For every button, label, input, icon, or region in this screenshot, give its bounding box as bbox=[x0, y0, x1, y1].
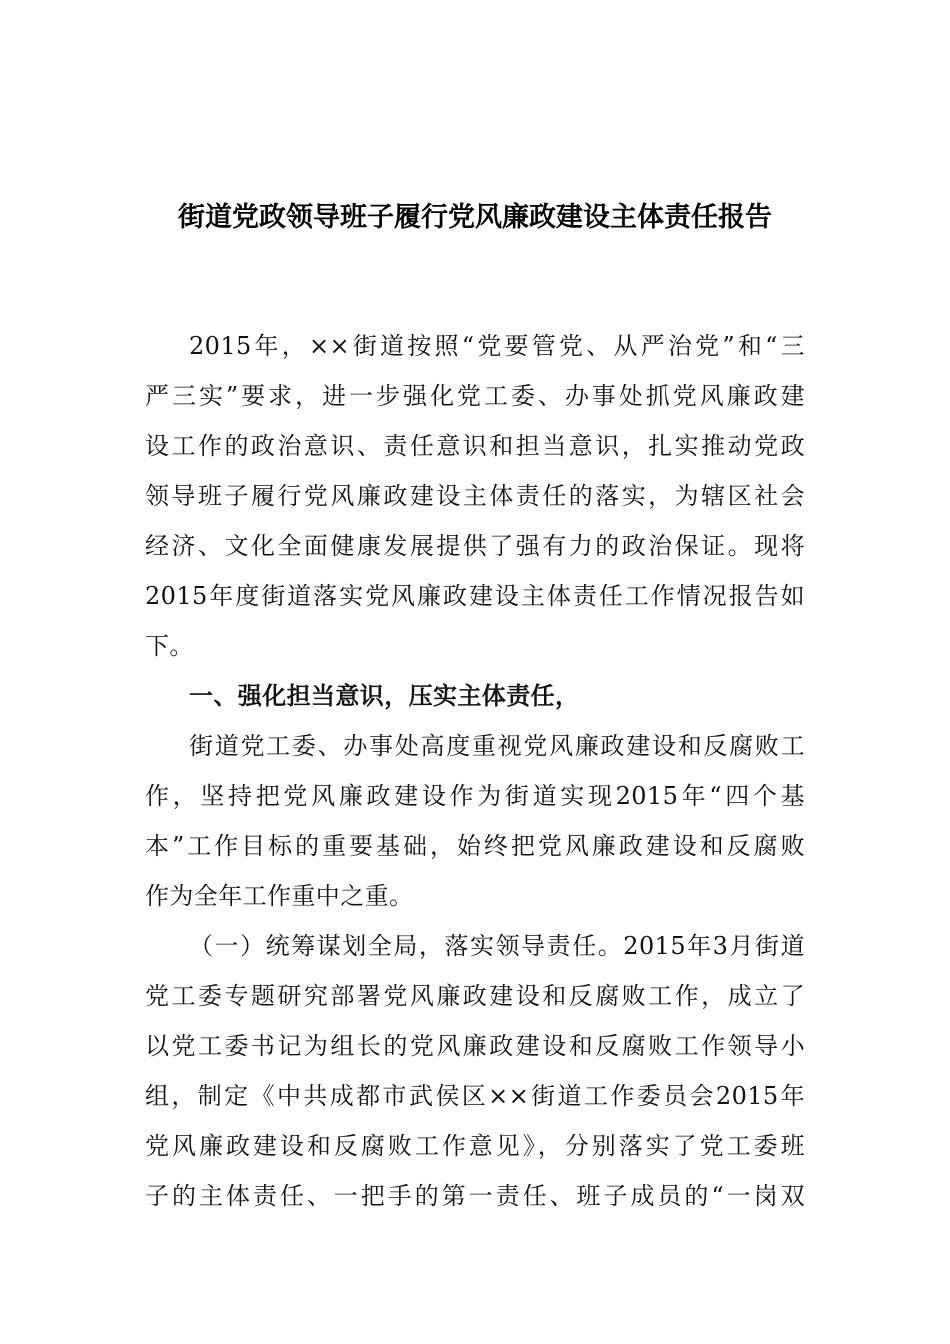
body-line: 严三实”要求，进一步强化党工委、办事处抓党风廉政建 bbox=[145, 382, 805, 410]
body-line: 组，制定《中共成都市武侯区××街道工作委员会2015年 bbox=[145, 1082, 805, 1110]
section-heading: 一、强化担当意识，压实主体责任， bbox=[189, 682, 580, 710]
body-line: 党风廉政建设和反腐败工作意见》，分别落实了党工委班 bbox=[145, 1132, 805, 1160]
body-line: 作为全年工作重中之重。 bbox=[145, 882, 414, 910]
body-line: 经济、文化全面健康发展提供了强有力的政治保证。现将 bbox=[145, 532, 805, 560]
body-line: 作，坚持把党风廉政建设作为街道实现2015年“四个基 bbox=[145, 782, 805, 810]
document-title: 街道党政领导班子履行党风廉政建设主体责任报告 bbox=[178, 202, 772, 233]
body-line: 以党工委书记为组长的党风廉政建设和反腐败工作领导小 bbox=[145, 1032, 805, 1060]
body-line: 下。 bbox=[145, 632, 194, 660]
body-line: （一）统筹谋划全局，落实领导责任。2015年3月街道 bbox=[189, 932, 805, 960]
body-line: 2015年，××街道按照“党要管党、从严治党”和“三 bbox=[189, 332, 805, 360]
body-line: 设工作的政治意识、责任意识和担当意识，扎实推动党政 bbox=[145, 432, 805, 460]
body-line: 领导班子履行党风廉政建设主体责任的落实，为辖区社会 bbox=[145, 482, 805, 510]
body-line: 街道党工委、办事处高度重视党风廉政建设和反腐败工 bbox=[189, 732, 805, 760]
body-line: 子的主体责任、一把手的第一责任、班子成员的“一岗双 bbox=[145, 1182, 805, 1210]
body-line: 2015年度街道落实党风廉政建设主体责任工作情况报告如 bbox=[145, 582, 805, 610]
body-line: 本”工作目标的重要基础，始终把党风廉政建设和反腐败 bbox=[145, 832, 805, 860]
body-line: 党工委专题研究部署党风廉政建设和反腐败工作，成立了 bbox=[145, 982, 805, 1010]
